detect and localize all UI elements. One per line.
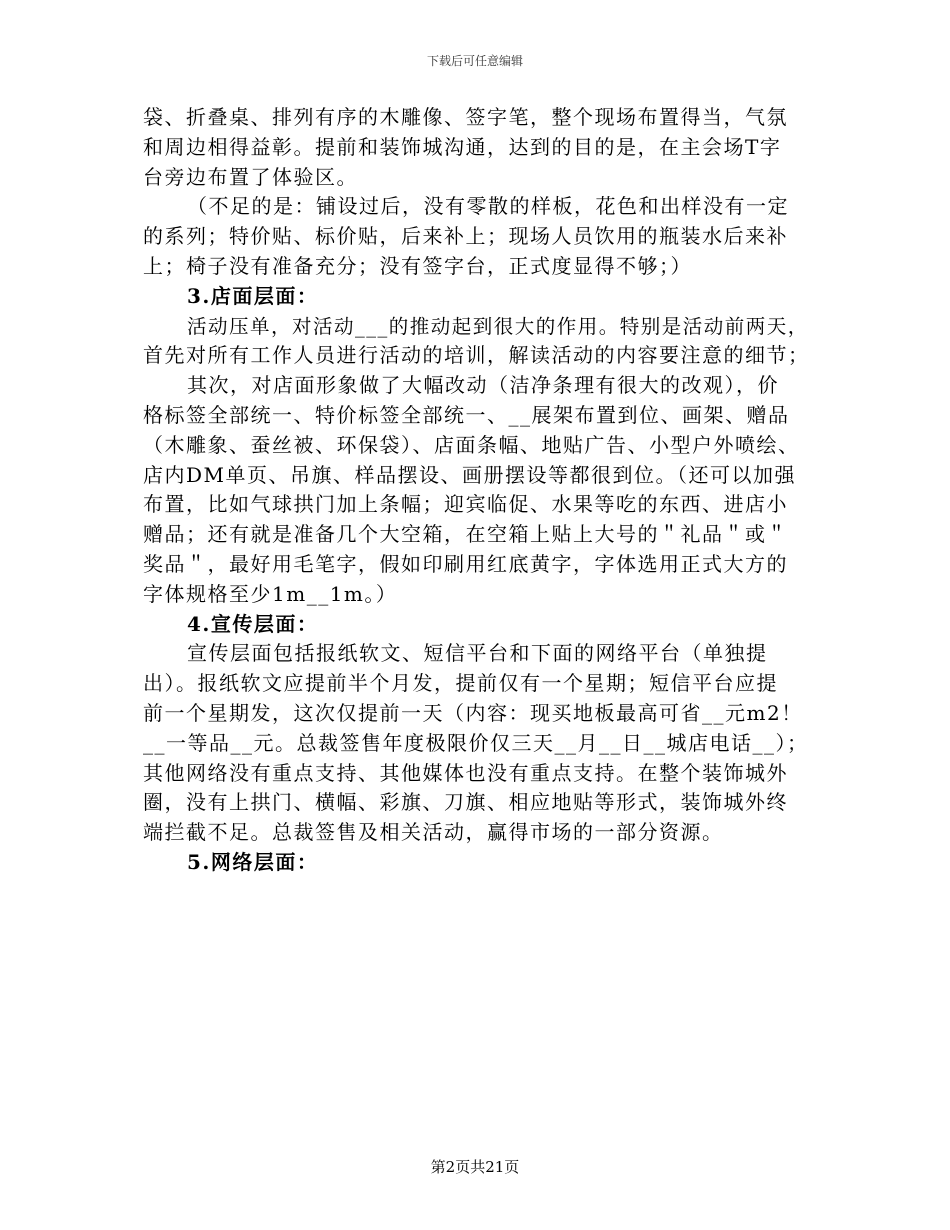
paragraph-line: 前一个星期发，这次仅提前一天（内容：现买地板最高可省__元m2！ <box>143 700 803 725</box>
paragraph-line: 格标签全部统一、特价标签全部统一、__展架布置到位、画架、赠品 <box>143 402 790 427</box>
paragraph-line: __一等品__元。总裁签售年度极限价仅三天__月__日__城店电话__）； <box>143 730 809 755</box>
page-header: 下载后可任意编辑 <box>426 54 523 68</box>
paragraph-line: （不足的是：铺设过后，没有零散的样板，花色和出样没有一定 <box>187 194 789 219</box>
paragraph-line: 宣传层面包括报纸软文、短信平台和下面的网络平台（单独提 <box>187 641 768 666</box>
paragraph-line: 袋、折叠桌、排列有序的木雕像、签字笔，整个现场布置得当，气氛 <box>143 105 788 129</box>
paragraph-line: 端拦截不足。总裁签售及相关活动，赢得市场的一部分资源。 <box>143 820 724 845</box>
paragraph-line: 赠品；还有就是准备几个大空箱，在空箱上贴上大号的＂礼品＂或＂ <box>143 522 788 547</box>
paragraph-line: （木雕象、蚕丝被、环保袋）、店面条幅、地贴广告、小型户外喷绘、 <box>143 432 800 457</box>
document-body <box>143 103 823 878</box>
section-heading-promotion: 4.宣传层面： <box>187 611 319 636</box>
paragraph-line: 店内DM单页、吊旗、样品摆设、画册摆设等都很到位。（还可以加强 <box>143 462 797 487</box>
paragraph-line: 出）。报纸软文应提前半个月发，提前仅有一个星期；短信平台应提 <box>143 671 778 696</box>
paragraph-line: 奖品＂，最好用毛笔字，假如印刷用红底黄字，字体选用正式大方的 <box>143 551 788 576</box>
paragraph-line: 台旁边布置了体验区。 <box>143 164 358 189</box>
paragraph-line: 圈，没有上拱门、横幅、彩旗、刀旗、相应地贴等形式，装饰城外终 <box>143 790 788 815</box>
paragraph-line: 和周边相得益彰。提前和装饰城沟通，达到的目的是，在主会场T字 <box>143 134 782 159</box>
paragraph-line: 布置，比如气球拱门加上条幅；迎宾临促、水果等吃的东西、进店小 <box>143 492 788 517</box>
paragraph-line: 其他网络没有重点支持、其他媒体也没有重点支持。在整个装饰城外 <box>143 760 788 785</box>
paragraph-line: 字体规格至少1m__1m。） <box>143 581 398 606</box>
section-heading-store: 3.店面层面： <box>187 283 319 308</box>
paragraph-line: 上；椅子没有准备充分；没有签字台，正式度显得不够；） <box>143 253 692 278</box>
paragraph-line: 其次，对店面形象做了大幅改动（洁净条理有很大的改观），价 <box>187 373 779 398</box>
page-number: 第2页共21页 <box>430 1158 520 1176</box>
paragraph-line: 活动压单，对活动___的推动起到很大的作用。特别是活动前两天， <box>187 314 809 338</box>
section-heading-network: 5.网络层面： <box>187 849 319 874</box>
paragraph-line: 首先对所有工作人员进行活动的培训，解读活动的内容要注意的细节； <box>143 343 810 368</box>
paragraph-line: 的系列；特价贴、标价贴，后来补上；现场人员饮用的瓶装水后来补 <box>143 224 788 249</box>
